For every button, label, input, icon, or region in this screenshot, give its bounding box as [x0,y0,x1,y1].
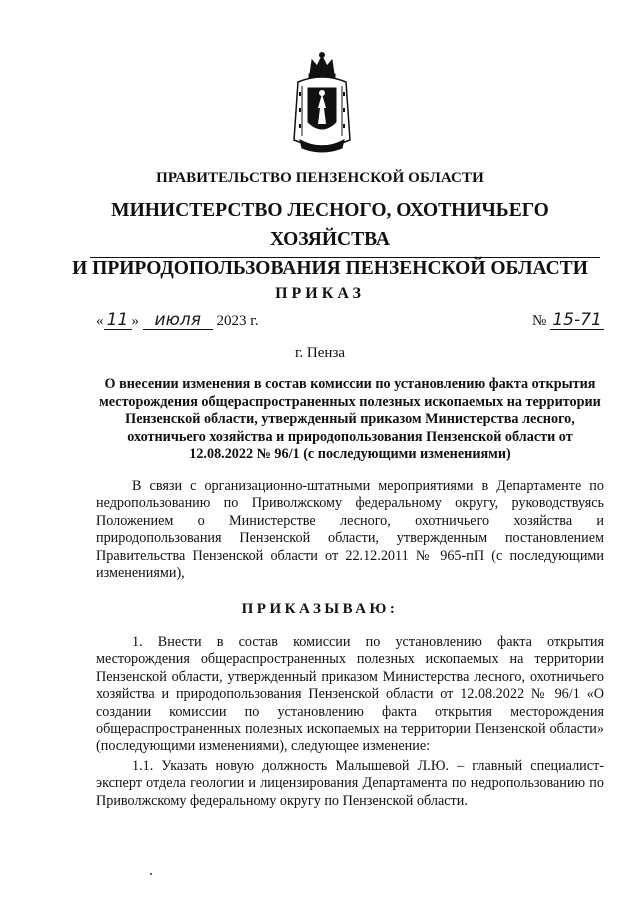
scan-speck [150,873,152,875]
government-name: ПРАВИТЕЛЬСТВО ПЕНЗЕНСКОЙ ОБЛАСТИ [156,170,484,186]
order-number [532,310,604,330]
date-quote-close: » [131,313,139,329]
item-1-paragraph: 1. Внести в состав комиссии по установлению факта открытия месторождения общераспространенных полезных ископаемых на территории Пензенской области, утвержденный приказом Министерства лесного, охотничьего хозяйства и природопользования Пензенской области от 12.08.2022 № 96/1 «О создании комиссии по установлению факта открытия месторождения общераспространенных полезных ископаемых на территории Пензенской области» (последующими изменениями), следующее изменение: [96,634,604,755]
order-date [96,310,258,330]
order-year: 2023 г. [216,313,259,329]
city-line: г. Пенза [294,345,346,361]
handwritten-day: 11 [106,310,129,330]
order-title: О внесении изменения в состав комиссии по установлению факта открытия месторождения общераспространенных полезных ископаемых на территории Пензенской области, утвержденный приказом Министерства лесного, охотничьего хозяйства и природопользования Пензенской области от 12.08.2022 № 96/1 (с последующими изменениями) [99,376,601,462]
handwritten-month: июля [154,310,201,330]
coat-of-arms-emblem [290,52,354,156]
directive-heading: ПРИКАЗЫВАЮ: [241,601,399,617]
ministry-name-line2: И ПРИРОДОПОЛЬЗОВАНИЯ ПЕНЗЕНСКОЙ ОБЛАСТИ [72,258,588,279]
document-type-heading: ПРИКАЗ [275,285,365,302]
handwritten-number: 15-71 [552,310,602,330]
ministry-name [60,196,600,283]
ministry-name-line1: МИНИСТЕРСТВО ЛЕСНОГО, ОХОТНИЧЬЕГО ХОЗЯЙСТВА [111,200,549,250]
date-quote-open: « [96,313,104,329]
preamble-paragraph: В связи с организационно-штатными мероприятиями в Департаменте по недропользованию по Приволжскому федеральному округу, руководствуясь Положением о Министерстве лесного, охотничьего хозяйства и природопользования Пензенской области, утвержденным постановлением Правительства Пензенской области от 22.12.2011 № 965-пП (с последующими изменениями), [96,478,604,582]
header-divider [90,257,600,258]
number-label: № [532,313,547,329]
item-1-1-paragraph: 1.1. Указать новую должность Малышевой Л.Ю. – главный специалист-эксперт отдела геологии и лицензирования Департамента по недропользованию по Приволжскому федеральному округу по Пензенской области. [96,758,604,809]
